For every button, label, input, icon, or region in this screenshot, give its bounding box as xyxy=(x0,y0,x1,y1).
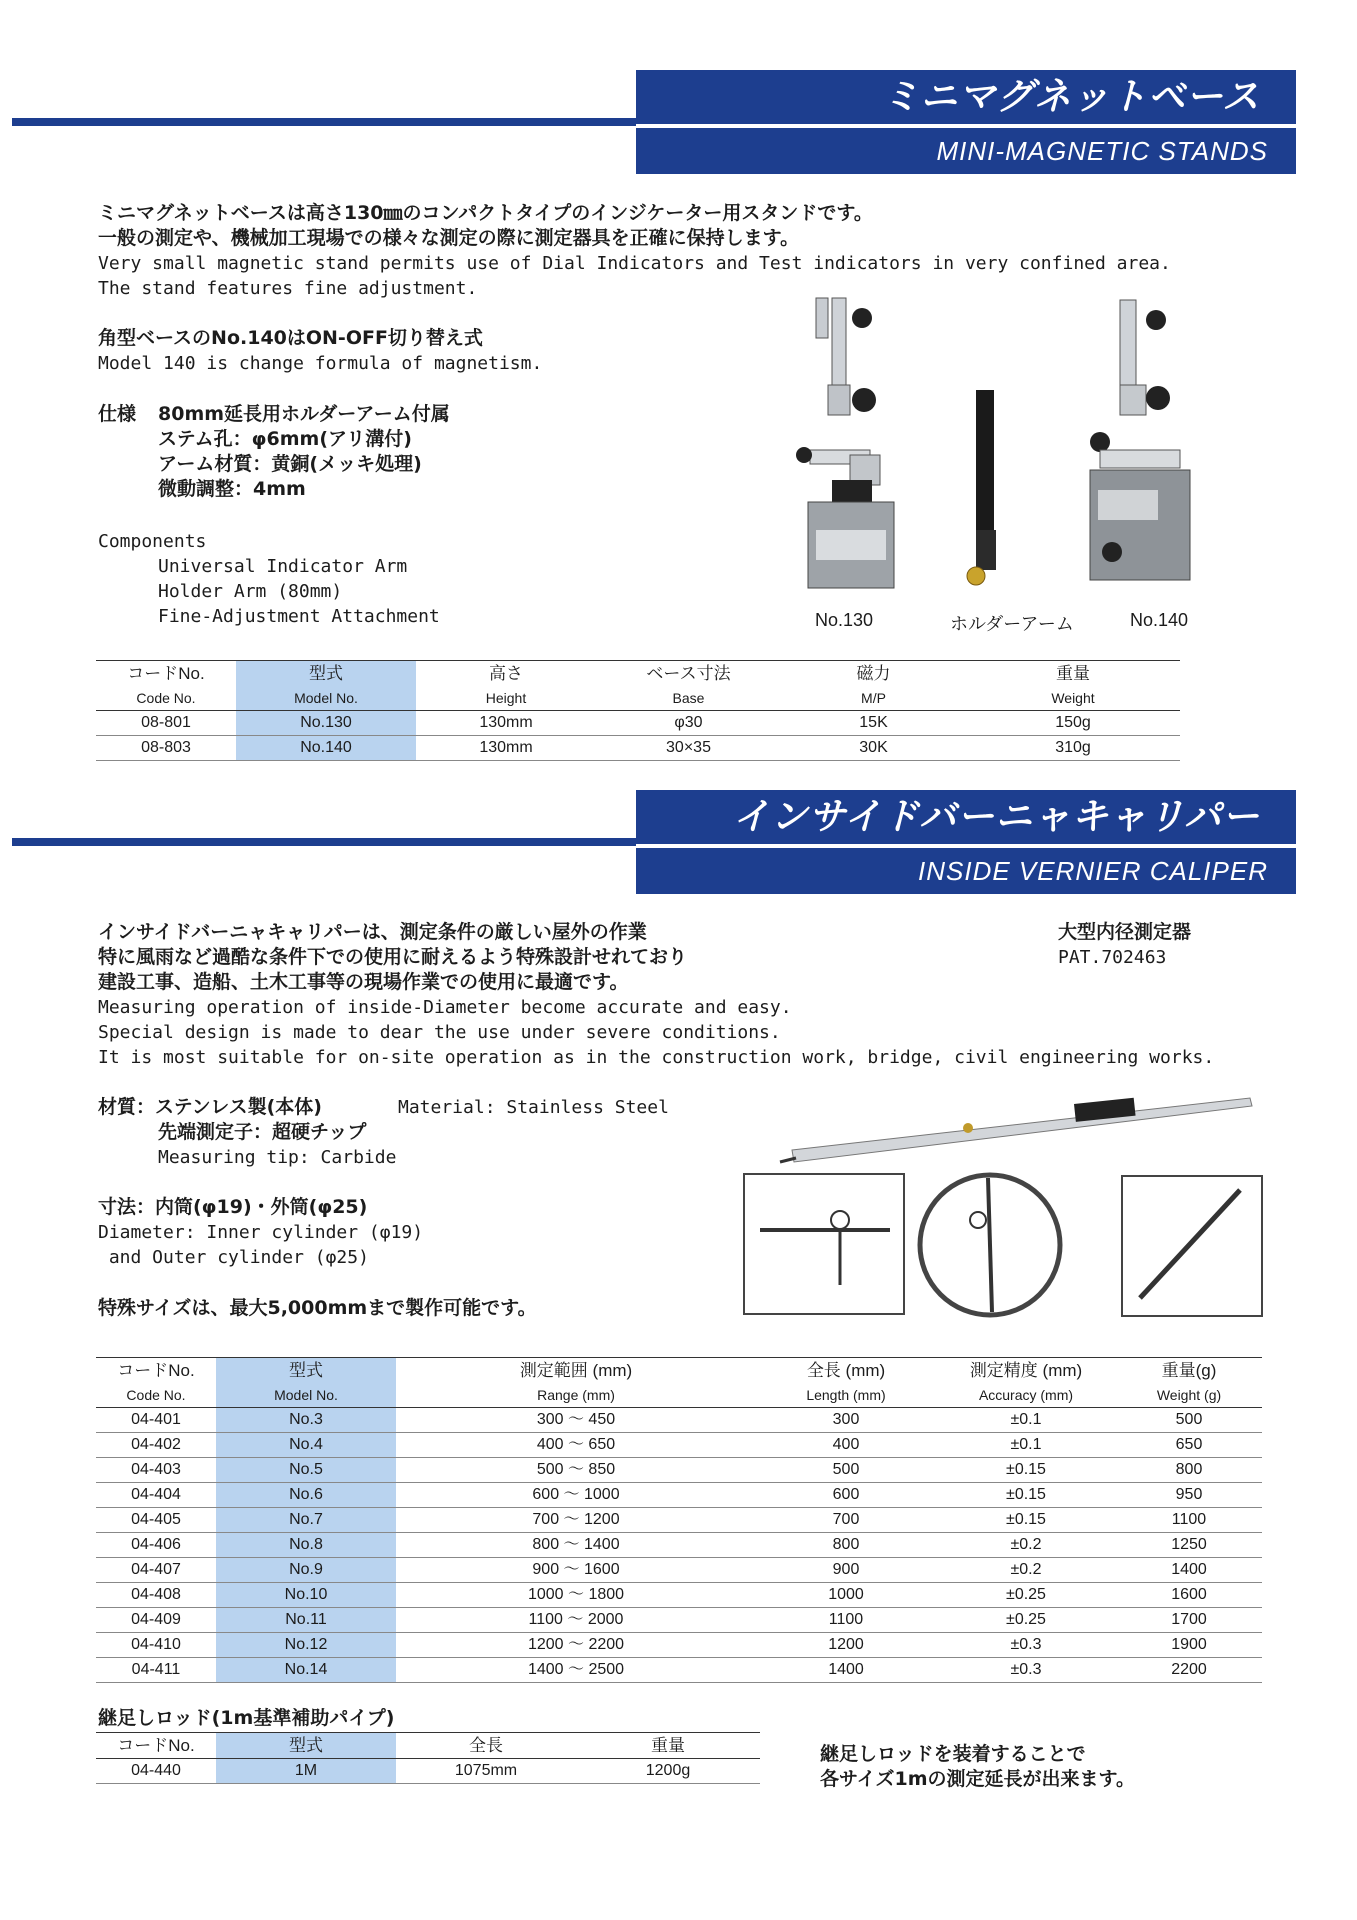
table-row xyxy=(96,1533,1262,1558)
table-cell: 04-440 xyxy=(96,1759,216,1784)
table-cell: ±0.3 xyxy=(936,1658,1116,1683)
header-cell: Base xyxy=(596,686,781,711)
table-cell: 04-404 xyxy=(96,1483,216,1508)
magnetic-stand-illustrations xyxy=(780,290,1200,600)
table-cell: 1M xyxy=(216,1759,396,1784)
table-row xyxy=(96,1583,1262,1608)
header-cell: 型式 xyxy=(216,1733,396,1759)
usage-diagram-2 xyxy=(920,1175,1060,1315)
header-cell: Range (mm) xyxy=(396,1383,756,1408)
caliper-spec-table xyxy=(96,1357,1262,1683)
intro-line: It is most suitable for on-site operation as in the construction work, bridge, civil engineering works. xyxy=(98,1047,1215,1068)
table-cell: No.14 xyxy=(216,1658,396,1683)
rod-note: 継足しロッドを装着することで xyxy=(820,1743,1086,1765)
table-cell: 04-402 xyxy=(96,1433,216,1458)
table-row xyxy=(96,1633,1262,1658)
table-cell: 650 xyxy=(1116,1433,1262,1458)
table-row xyxy=(96,1408,1262,1433)
table-cell: 700 ～ 1200 xyxy=(396,1508,756,1533)
table-cell: 400 xyxy=(756,1433,936,1458)
table-cell: 500 xyxy=(1116,1408,1262,1433)
tip-jp: 先端測定子：超硬チップ xyxy=(158,1121,367,1143)
table-cell: 30K xyxy=(781,736,966,761)
table-cell: 1600 xyxy=(1116,1583,1262,1608)
rod-note: 各サイズ1mの測定延長が出来ます。 xyxy=(820,1768,1135,1790)
table-cell: 1100 xyxy=(1116,1508,1262,1533)
table-cell: 04-408 xyxy=(96,1583,216,1608)
holder-arm-image xyxy=(967,390,996,585)
section-title-jp: ミニマグネットベース xyxy=(636,70,1296,124)
component-item: Holder Arm (80mm) xyxy=(158,581,343,602)
component-item: Universal Indicator Arm xyxy=(158,556,408,577)
table-cell: 600 ～ 1000 xyxy=(396,1483,756,1508)
table-header-row xyxy=(96,1383,1262,1408)
table-row xyxy=(96,1558,1262,1583)
table-cell: 900 xyxy=(756,1558,936,1583)
table-header-row xyxy=(96,1733,760,1759)
table-cell: 04-411 xyxy=(96,1658,216,1683)
header-cell: コードNo. xyxy=(96,661,236,687)
header-cell: Weight xyxy=(966,686,1180,711)
usage-diagram-1 xyxy=(744,1174,904,1314)
tip-en: Measuring tip: Carbide xyxy=(158,1147,397,1168)
table-cell: 500 ～ 850 xyxy=(396,1458,756,1483)
header-cell: Weight (g) xyxy=(1116,1383,1262,1408)
intro-line: インサイドバーニャキャリパーは、測定条件の厳しい屋外の作業 xyxy=(98,921,647,943)
header-cell: コードNo. xyxy=(96,1358,216,1384)
magnetic-stand-spec-table xyxy=(96,660,1180,761)
table-cell: 04-401 xyxy=(96,1408,216,1433)
table-cell: 800 xyxy=(1116,1458,1262,1483)
section-title-en: MINI-MAGNETIC STANDS xyxy=(636,128,1296,174)
header-rule xyxy=(12,118,636,126)
spec-line: 80mm延長用ホルダーアーム付属 xyxy=(158,403,450,425)
table-cell: 15K xyxy=(781,711,966,736)
model140-en: Model 140 is change formula of magnetism. xyxy=(98,353,543,374)
table-cell: No.3 xyxy=(216,1408,396,1433)
header-cell: 重量 xyxy=(966,661,1180,687)
table-cell: ±0.15 xyxy=(936,1508,1116,1533)
header-cell: 高さ xyxy=(416,661,596,687)
table-cell: 04-406 xyxy=(96,1533,216,1558)
intro-line: ミニマグネットベースは高さ130㎜のコンパクトタイプのインジケーター用スタンドです。 xyxy=(98,202,873,224)
header-rule xyxy=(12,838,636,846)
table-cell: 800 ～ 1400 xyxy=(396,1533,756,1558)
table-cell: ±0.15 xyxy=(936,1458,1116,1483)
header-cell: コードNo. xyxy=(96,1733,216,1759)
table-cell: No.9 xyxy=(216,1558,396,1583)
table-cell: 1400 xyxy=(756,1658,936,1683)
spec-label: 仕様 xyxy=(98,403,137,425)
table-cell: 800 xyxy=(756,1533,936,1558)
patent-number: PAT.702463 xyxy=(1058,947,1167,968)
intro-line: Very small magnetic stand permits use of Dial Indicators and Test indicators in very confined area. xyxy=(98,253,1171,274)
table-cell: 04-405 xyxy=(96,1508,216,1533)
table-cell: 04-403 xyxy=(96,1458,216,1483)
table-cell: 1700 xyxy=(1116,1608,1262,1633)
table-cell: No.6 xyxy=(216,1483,396,1508)
table-row xyxy=(96,1433,1262,1458)
table-cell: 1900 xyxy=(1116,1633,1262,1658)
table-cell: 400 ～ 650 xyxy=(396,1433,756,1458)
table-cell: ±0.3 xyxy=(936,1633,1116,1658)
caption-no140: No.140 xyxy=(1130,610,1189,630)
table-cell: 150g xyxy=(966,711,1180,736)
table-cell: No.12 xyxy=(216,1633,396,1658)
header-cell: 磁力 xyxy=(781,661,966,687)
usage-diagram-3 xyxy=(1122,1176,1262,1316)
table-cell: 310g xyxy=(966,736,1180,761)
table-cell: 130mm xyxy=(416,711,596,736)
table-row xyxy=(96,1759,760,1784)
header-cell: M/P xyxy=(781,686,966,711)
table-row xyxy=(96,1608,1262,1633)
table-cell: 1200 xyxy=(756,1633,936,1658)
table-cell: No.130 xyxy=(236,711,416,736)
table-cell: 1250 xyxy=(1116,1533,1262,1558)
table-cell: 1400 xyxy=(1116,1558,1262,1583)
table-cell: No.10 xyxy=(216,1583,396,1608)
header-cell: Code No. xyxy=(96,686,236,711)
table-cell: 1075mm xyxy=(396,1759,576,1784)
table-row xyxy=(96,1508,1262,1533)
header-cell: 測定精度 (mm) xyxy=(936,1358,1116,1384)
table-cell: 08-801 xyxy=(96,711,236,736)
table-cell: ±0.1 xyxy=(936,1408,1116,1433)
table-cell: φ30 xyxy=(596,711,781,736)
size-line: and Outer cylinder (φ25) xyxy=(98,1247,369,1268)
rod-title: 継足しロッド(1m基準補助パイプ) xyxy=(98,1707,395,1729)
table-cell: 300 ～ 450 xyxy=(396,1408,756,1433)
table-cell: ±0.2 xyxy=(936,1533,1116,1558)
caption-no130: No.130 xyxy=(815,610,874,630)
table-row xyxy=(96,1658,1262,1683)
table-header-row xyxy=(96,686,1180,711)
rod-spec-table xyxy=(96,1732,760,1784)
table-cell: 700 xyxy=(756,1508,936,1533)
table-cell: 1200 ～ 2200 xyxy=(396,1633,756,1658)
header-cell: 測定範囲 (mm) xyxy=(396,1358,756,1384)
header-cell: Model No. xyxy=(236,686,416,711)
spec-line: アーム材質：黄銅(メッキ処理) xyxy=(158,453,422,475)
table-cell: 950 xyxy=(1116,1483,1262,1508)
components-label: Components xyxy=(98,531,207,552)
table-cell: 1100 ～ 2000 xyxy=(396,1608,756,1633)
material-en: Material: Stainless Steel xyxy=(398,1097,669,1118)
table-cell: 1100 xyxy=(756,1608,936,1633)
table-cell: 2200 xyxy=(1116,1658,1262,1683)
size-line: Diameter: Inner cylinder (φ19) xyxy=(98,1222,424,1243)
table-cell: ±0.1 xyxy=(936,1433,1116,1458)
header-cell: Code No. xyxy=(96,1383,216,1408)
table-row xyxy=(96,711,1180,736)
header-cell: Model No. xyxy=(216,1383,396,1408)
table-cell: 900 ～ 1600 xyxy=(396,1558,756,1583)
table-cell: No.11 xyxy=(216,1608,396,1633)
table-cell: ±0.25 xyxy=(936,1583,1116,1608)
table-cell: 04-407 xyxy=(96,1558,216,1583)
table-cell: 500 xyxy=(756,1458,936,1483)
intro-line: Measuring operation of inside-Diameter become accurate and easy. xyxy=(98,997,792,1018)
section-title-en: INSIDE VERNIER CALIPER xyxy=(636,848,1296,894)
patent-title: 大型内径測定器 xyxy=(1058,921,1192,943)
table-cell: No.7 xyxy=(216,1508,396,1533)
material-jp: 材質：ステンレス製(本体) xyxy=(98,1096,322,1118)
no130-stand-image xyxy=(796,298,894,588)
header-cell: Length (mm) xyxy=(756,1383,936,1408)
table-cell: 08-803 xyxy=(96,736,236,761)
intro-line: 建設工事、造船、土木工事等の現場作業での使用に最適です。 xyxy=(98,971,629,993)
table-row xyxy=(96,1458,1262,1483)
caliper-illustrations xyxy=(740,1070,1270,1320)
header-cell: 重量(g) xyxy=(1116,1358,1262,1384)
table-cell: 1000 ～ 1800 xyxy=(396,1583,756,1608)
intro-line: 特に風雨など過酷な条件下での使用に耐えるよう特殊設計せれており xyxy=(98,946,688,968)
table-cell: ±0.15 xyxy=(936,1483,1116,1508)
table-cell: ±0.25 xyxy=(936,1608,1116,1633)
table-row xyxy=(96,736,1180,761)
caption-holder-arm: ホルダーアーム xyxy=(950,614,1074,634)
table-cell: 04-409 xyxy=(96,1608,216,1633)
spec-line: 微動調整：4mm xyxy=(158,478,306,500)
header-cell: 全長 (mm) xyxy=(756,1358,936,1384)
caliper-image xyxy=(780,1098,1252,1162)
component-item: Fine-Adjustment Attachment xyxy=(158,606,440,627)
table-cell: 600 xyxy=(756,1483,936,1508)
header-cell: Accuracy (mm) xyxy=(936,1383,1116,1408)
header-cell: 全長 xyxy=(396,1733,576,1759)
table-cell: 1200g xyxy=(576,1759,760,1784)
header-cell: 型式 xyxy=(216,1358,396,1384)
intro-line: Special design is made to dear the use under severe conditions. xyxy=(98,1022,781,1043)
table-cell: No.140 xyxy=(236,736,416,761)
section-title-jp: インサイドバーニャキャリパー xyxy=(636,790,1296,844)
table-header-row xyxy=(96,661,1180,687)
header-cell: 重量 xyxy=(576,1733,760,1759)
model140-jp: 角型ベースのNo.140はON-OFF切り替え式 xyxy=(98,327,483,349)
table-header-row xyxy=(96,1358,1262,1384)
intro-line: 一般の測定や、機械加工現場での様々な測定の際に測定器具を正確に保持します。 xyxy=(98,227,800,249)
table-cell: 130mm xyxy=(416,736,596,761)
header-cell: 型式 xyxy=(236,661,416,687)
special-size-note: 特殊サイズは、最大5,000mmまで製作可能です。 xyxy=(98,1297,537,1319)
table-cell: 04-410 xyxy=(96,1633,216,1658)
table-row xyxy=(96,1483,1262,1508)
table-cell: No.4 xyxy=(216,1433,396,1458)
header-cell: ベース寸法 xyxy=(596,661,781,687)
spec-line: ステム孔：φ6mm(アリ溝付) xyxy=(158,428,412,450)
table-cell: No.8 xyxy=(216,1533,396,1558)
table-cell: 300 xyxy=(756,1408,936,1433)
table-cell: No.5 xyxy=(216,1458,396,1483)
intro-line: The stand features fine adjustment. xyxy=(98,278,478,299)
header-cell: Height xyxy=(416,686,596,711)
size-line: 寸法：内筒(φ19)・外筒(φ25) xyxy=(98,1196,368,1218)
table-cell: 1400 ～ 2500 xyxy=(396,1658,756,1683)
table-cell: 30×35 xyxy=(596,736,781,761)
table-cell: 1000 xyxy=(756,1583,936,1608)
no140-stand-image xyxy=(1090,300,1190,580)
table-cell: ±0.2 xyxy=(936,1558,1116,1583)
